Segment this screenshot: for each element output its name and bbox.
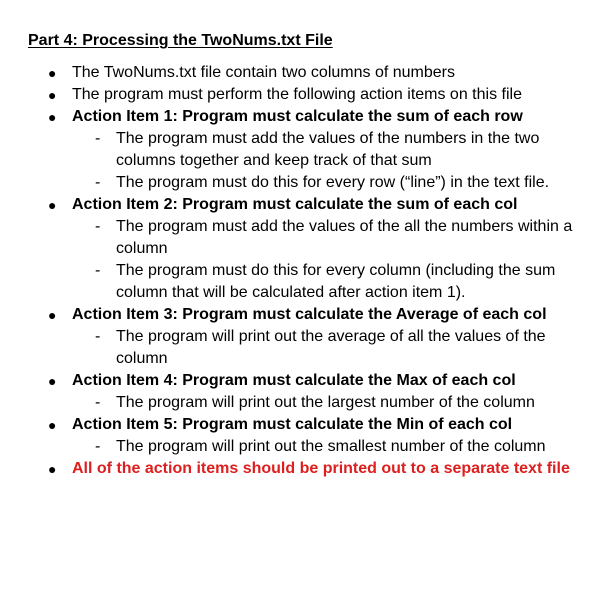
- bullet-text: All of the action items should be printed out to a separate text file: [72, 460, 570, 477]
- sub-item: [0, 128, 614, 172]
- bullet-icon: ●: [48, 417, 57, 433]
- bullet-icon: ●: [48, 197, 57, 213]
- bullet-text: The program must perform the following action items on this file: [72, 86, 522, 103]
- dash-icon: -: [95, 262, 101, 279]
- bullet-file-description: [0, 62, 614, 84]
- sub-item: [0, 260, 614, 304]
- bullet-text: The TwoNums.txt file contain two columns of numbers: [72, 64, 455, 81]
- bullet-text: Action Item 1: Program must calculate the sum of each row: [72, 108, 523, 125]
- bullet-action-item-2: [0, 194, 614, 216]
- sub-item-text: The program must add the values of the all the numbers within a column: [116, 218, 573, 257]
- bullet-text: Action Item 4: Program must calculate the Max of each col: [72, 372, 516, 389]
- bullet-icon: ●: [48, 307, 57, 323]
- dash-icon: -: [95, 174, 101, 191]
- bullet-text: Action Item 5: Program must calculate the Min of each col: [72, 416, 513, 433]
- bullet-action-item-1: [0, 106, 614, 128]
- dash-icon: -: [95, 130, 101, 147]
- sub-item: [0, 436, 614, 458]
- bullet-list: [0, 62, 614, 480]
- sub-item-text: The program will print out the largest number of the column: [116, 394, 535, 411]
- section-title: Part 4: Processing the TwoNums.txt File: [28, 32, 333, 49]
- dash-icon: -: [95, 328, 101, 345]
- dash-icon: -: [95, 218, 101, 235]
- sub-item: [0, 326, 614, 370]
- bullet-program-overview: [0, 84, 614, 106]
- bullet-action-item-4: [0, 370, 614, 392]
- dash-icon: -: [95, 438, 101, 455]
- bullet-action-item-5: [0, 414, 614, 436]
- bullet-text: Action Item 2: Program must calculate the sum of each col: [72, 196, 518, 213]
- bullet-icon: ●: [48, 87, 57, 103]
- sub-item: [0, 216, 614, 260]
- sub-item-text: The program will print out the average of all the values of the column: [116, 328, 546, 367]
- sub-item: [0, 172, 614, 194]
- bullet-action-item-3: [0, 304, 614, 326]
- bullet-text: Action Item 3: Program must calculate the Average of each col: [72, 306, 547, 323]
- bullet-icon: ●: [48, 373, 57, 389]
- sub-item-text: The program must add the values of the numbers in the two columns together and keep track of that sum: [116, 130, 540, 169]
- bullet-output-note: [0, 458, 614, 480]
- sub-item-text: The program must do this for every column (including the sum column that will be calculated after action item 1).: [116, 262, 556, 301]
- sub-item-text: The program will print out the smallest number of the column: [116, 438, 546, 455]
- bullet-icon: ●: [48, 461, 57, 477]
- sub-item-text: The program must do this for every row (“line”) in the text file.: [116, 174, 550, 191]
- bullet-icon: ●: [48, 65, 57, 81]
- bullet-icon: ●: [48, 109, 57, 125]
- sub-item: [0, 392, 614, 414]
- dash-icon: -: [95, 394, 101, 411]
